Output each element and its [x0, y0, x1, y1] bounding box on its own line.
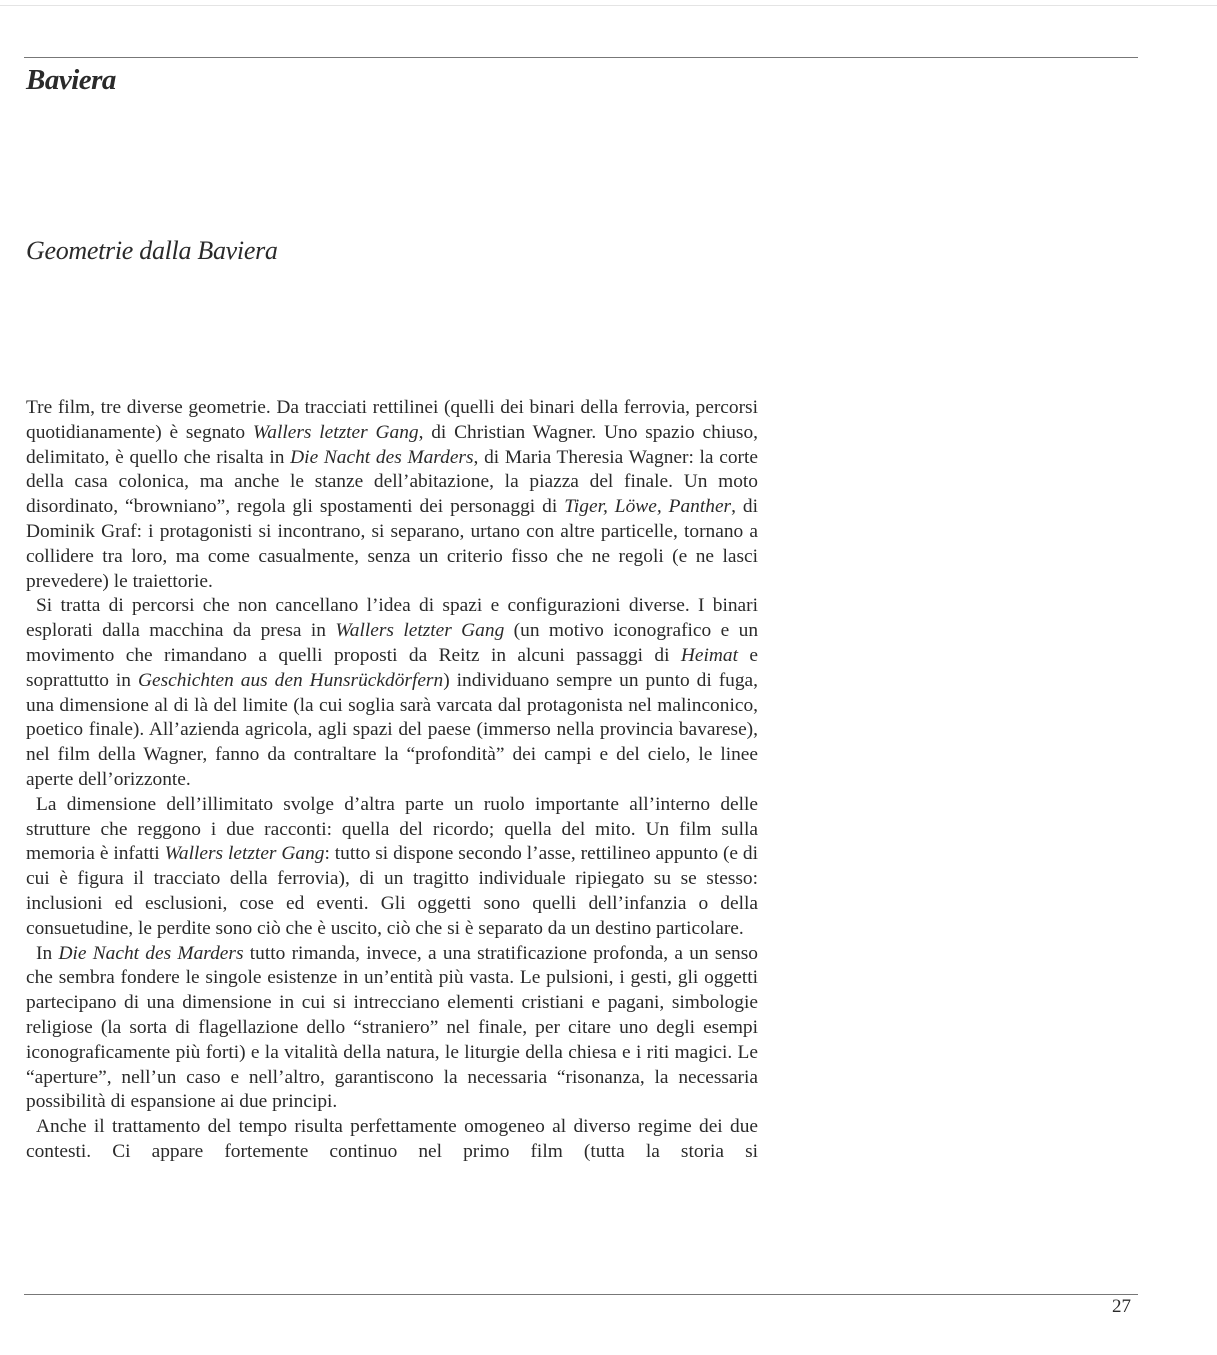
text-run: Anche il trattamento del tempo risulta perfettamente omogeneo al diverso regime dei due contesti. Ci appare fortemente continuo nel primo film (tutta la storia si — [26, 1116, 758, 1162]
text-run: ) individuano sempre un punto di fuga, una dimensione al di là del limite (la cui soglia sarà varcata dal protagonista nel malinconico, poetico finale). All’azienda agricola, agli spazi del paese (immerso nella provincia bavarese), nel film della Wagner, fanno da contraltare la “profondità” dei campi e del cielo, le linee aperte dell’orizzonte. — [26, 669, 758, 790]
film-title: Geschichten aus den Hunsrückdörfern — [137, 669, 444, 691]
article-body — [26, 396, 758, 1165]
paragraph — [26, 396, 758, 594]
text-run: In — [36, 942, 59, 964]
paragraph — [26, 942, 758, 1116]
text-run: (un motivo iconografico e un movimento che rimandano a quelli proposti da Reitz in alcuni passaggi di — [26, 620, 759, 666]
film-title: Wallers letzter Gang — [335, 620, 505, 642]
paragraph — [26, 594, 758, 792]
text-run: Tre film, tre diverse geometrie. Da tracciati rettilinei (quelli dei binari della ferrovia, percorsi quotidianamente) è segnato — [26, 397, 758, 443]
section-title: Baviera — [26, 64, 116, 96]
film-title: Wallers letzter Gang — [252, 421, 419, 443]
text-run: La dimensione dell’illimitato svolge d’altra parte un ruolo importante all’interno delle strutture che reggono i due racconti: quella del ricordo; quella del mito. Un film sulla memoria è infatti — [26, 793, 758, 865]
paragraph — [26, 793, 758, 942]
paragraph — [26, 1115, 758, 1165]
footer-rule — [24, 1294, 1138, 1295]
text-run: : tutto si dispone secondo l’asse, rettilineo appunto (e di cui è figura il tracciato della ferrovia), di un tragitto individuale ripiegato su se stesso: inclusioni ed esclusioni, cose ed eventi. Gli oggetti sono quelli dell’infanzia o della consuetudine, le perdite sono ciò che è uscito, ciò che si è separato da un destino particolare. — [26, 843, 758, 939]
article-title: Geometrie dalla Baviera — [26, 236, 278, 265]
text-run: e soprattutto in — [26, 644, 758, 691]
scan-edge-line — [0, 5, 1217, 6]
header-rule — [24, 57, 1138, 58]
film-title: Heimat — [680, 644, 738, 666]
film-title: Tiger, Löwe, Panther — [564, 496, 732, 518]
film-title: Die Nacht des Marders — [290, 446, 474, 468]
film-title: Wallers letzter Gang — [164, 843, 325, 865]
film-title: Die Nacht des Marders — [58, 942, 244, 964]
text-run: , di Christian Wagner. Uno spazio chiuso, delimitato, è quello che risalta in — [26, 421, 758, 468]
text-run: , di Maria Theresia Wagner: la corte della casa colonica, ma anche le stanze dell’abitazione, la piazza del finale. Un moto disordinato, “browniano”, regola gli spostamenti dei personaggi di — [26, 446, 759, 518]
text-run: Si tratta di percorsi che non cancellano l’idea di spazi e configurazioni diverse. I binari esplorati dalla macchina da presa in — [26, 595, 758, 642]
page-number: 27 — [1112, 1296, 1131, 1317]
text-run: tutto rimanda, invece, a una stratificazione profonda, a un senso che sembra fondere le singole esistenze in un’entità più vasta. Le pulsioni, i gesti, gli oggetti partecipano di una dimensione in cui si intrecciano elementi cristiani e pagani, simbologie religiose (la sorta di flagellazione dello “straniero” nel finale, per citare uno degli esempi iconograficamente più forti) e la vitalità della natura, le liturgie della chiesa e i riti magici. Le “aperture”, nell’un caso e nell’altro, garantiscono la necessaria “risonanza, la necessaria possibilità di espansione ai due principi. — [26, 942, 758, 1113]
text-run: , di Dominik Graf: i protagonisti si incontrano, si separano, urtano con altre particelle, tornano a collidere tra loro, ma come casualmente, senza un criterio fisso che ne regoli (e ne lasci prevedere) le traiettorie. — [26, 496, 759, 592]
